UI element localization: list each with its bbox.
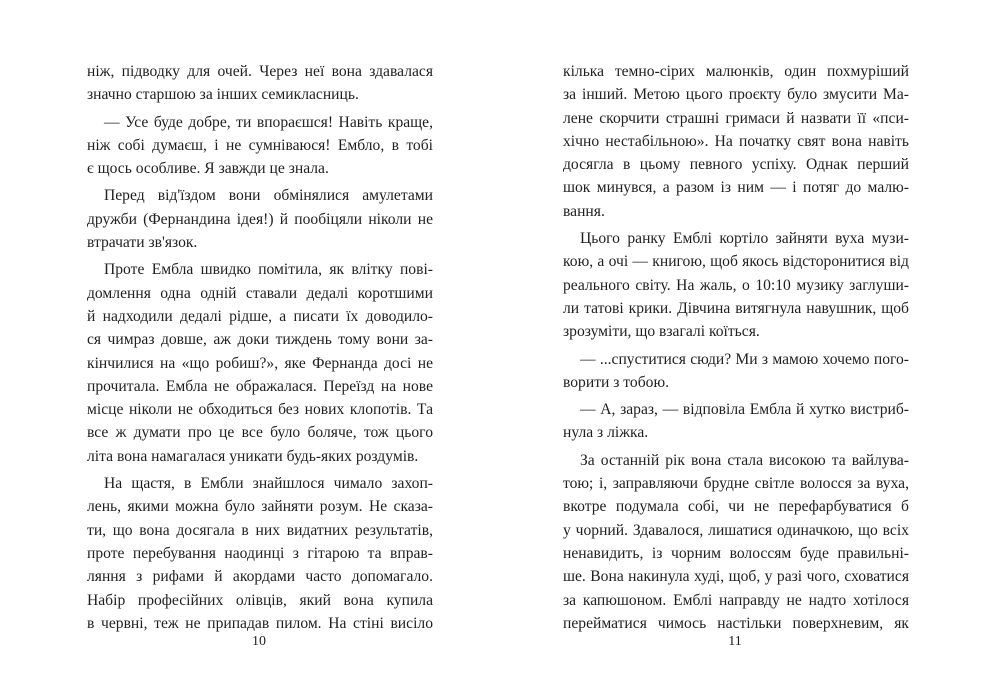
- text-line: ніж собі думаєш, і не сумніваюся! Ембло, в тобі: [87, 136, 433, 154]
- text-line: кілька темно-сірих малюнків, один похмуріший: [563, 63, 909, 80]
- text-line: Набір професійних олівців, який вона купила: [87, 591, 433, 609]
- text-line: За останній рік вона стала високою та вайлува-: [580, 451, 909, 469]
- text-line: нула з ліжка.: [563, 424, 649, 442]
- text-line: все ж думати про це все було боляче, тож цього: [87, 424, 433, 442]
- text-line: вкотре подумала собі, чи не перефарбуватися б: [563, 498, 909, 516]
- text-line: за інший. Метою цього проєкту було змусити Ма-: [563, 86, 909, 104]
- text-line: дружби (Фернандина ідея!) й пообіцяли ніколи не: [87, 210, 433, 228]
- text-line: шок минувся, а разом із ним — і потяг до малю-: [563, 179, 909, 197]
- text-line: реального світу. На жаль, о 10:10 музику заглуши-: [563, 276, 909, 294]
- text-line: лень, якими можна було зайняти розум. Не сказа-: [87, 498, 433, 516]
- text-line: — ...спуститися сюди? Ми з мамою хочемо пого-: [580, 350, 909, 368]
- text-line: місце ніколи не обходиться без нових клопотів. Та: [87, 401, 433, 419]
- text-line: — А, зараз, — відповіла Ембла й хутко вистриб-: [580, 401, 909, 419]
- text-line: ти, що вона досягала в них видатних результатів,: [87, 521, 433, 539]
- text-line: ніж, підводку для очей. Через неї вона здавалася: [87, 63, 433, 80]
- text-line: лене скорчити страшні гримаси й назвати її «пси-: [563, 109, 909, 127]
- page-number-left: 10: [252, 634, 266, 649]
- text-line: Цього ранку Емблі кортіло зайняти вуха музи-: [580, 230, 909, 248]
- page-number-right: 11: [728, 634, 742, 649]
- text-line: домлення одна одній ставали дедалі коротшими: [87, 284, 433, 302]
- text-line: перейматися чимось настільки поверхневим, як: [563, 614, 909, 632]
- text-line: втрачати зв'язок.: [87, 234, 198, 252]
- text-line: літа вона намагалася уникати будь-яких роздумів.: [87, 447, 419, 465]
- text-line: є щось особливе. Я завжди це знала.: [87, 160, 329, 178]
- text-line: досягла в цьому певного успіху. Однак перший: [563, 156, 909, 174]
- text-line: значно старшою за інших семикласниць.: [87, 86, 359, 104]
- text-line: ше. Вона накинула худі, щоб, у разі чого, сховатися: [563, 568, 909, 586]
- text-line: ся чимраз довше, аж доки тиждень тому вони за-: [87, 331, 433, 349]
- text-line: На щастя, в Ембли знайшлося чимало захоп-: [104, 475, 433, 493]
- text-line: Перед від'їздом вони обмінялися амулетами: [104, 187, 433, 205]
- text-line: кою, а очі — книгою, щоб якось відсторонитися від: [563, 253, 909, 271]
- left-page-text: [87, 60, 433, 635]
- text-line: тою; і, заправляючи брудне світле волосся за вуха,: [563, 475, 909, 493]
- text-line: хічно нестабільною». На початку свят вона навіть: [563, 132, 909, 150]
- text-line: проте перебування наодинці з гітарою та вправ-: [87, 544, 433, 562]
- right-page-text: [563, 60, 909, 635]
- text-line: — Усе буде добре, ти впораєшся! Навіть краще,: [104, 113, 433, 131]
- text-line: в червні, теж не припадав пилом. На стіні висіло: [87, 614, 433, 632]
- text-line: за капюшоном. Емблі направду не надто хотілося: [563, 591, 909, 609]
- text-line: й надходили дедалі рідше, а писати їх доводило-: [87, 307, 433, 325]
- text-line: зрозуміти, що взагалі коїться.: [563, 323, 760, 341]
- text-line: ляння з рифами й акордами часто допомагало.: [87, 568, 433, 586]
- text-line: кінчилися на «що робиш?», яке Фернанда досі не: [87, 354, 433, 372]
- text-line: ненавидить, із чорним волоссям буде правильні-: [563, 544, 909, 562]
- text-line: ворити з тобою.: [563, 373, 669, 391]
- text-line: прочитала. Ембла не ображалася. Переїзд на нове: [87, 377, 433, 395]
- text-line: ли татові крики. Дівчина витягнула навушник, щоб: [563, 299, 909, 317]
- text-line: вання.: [563, 202, 605, 220]
- text-line: у чорний. Здавалося, лишатися одиначкою, що всіх: [563, 521, 909, 539]
- text-line: Проте Ембла швидко помітила, як влітку пові-: [104, 261, 433, 279]
